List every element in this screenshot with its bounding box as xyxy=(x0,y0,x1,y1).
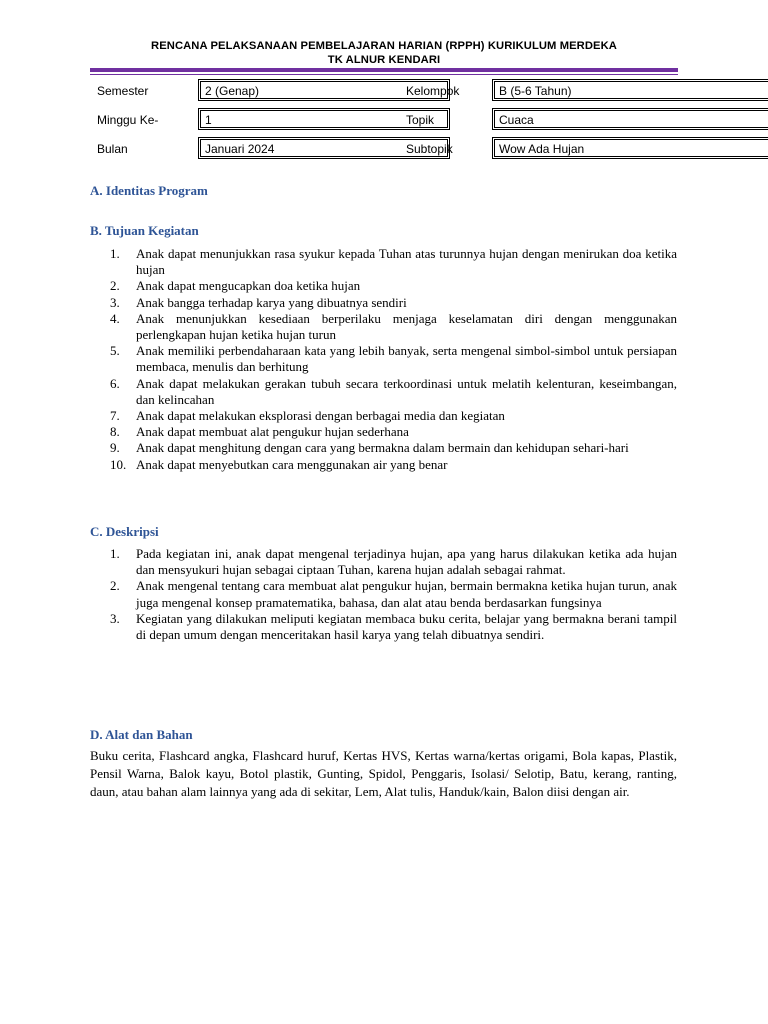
section-b-title: B. Tujuan Kegiatan xyxy=(90,223,199,238)
list-item xyxy=(110,546,677,578)
list-item-text: Anak dapat menyebutkan cara menggunakan air yang benar xyxy=(136,456,448,472)
info-value-subtopik: Wow Ada Hujan xyxy=(492,137,768,159)
list-item xyxy=(110,343,677,375)
info-label-semester: Semester xyxy=(97,84,149,98)
list-item-number: 5. xyxy=(110,343,120,359)
list-item-text: Anak dapat menunjukkan rasa syukur kepada Tuhan atas turunnya hujan dengan menirukan doa ketika hujan xyxy=(136,246,677,278)
info-value-topik: Cuaca xyxy=(492,108,768,130)
list-item xyxy=(110,457,677,473)
info-row-minggu xyxy=(90,107,694,136)
list-item-number: 4. xyxy=(110,310,120,326)
section-d-title: D. Alat dan Bahan xyxy=(90,727,193,742)
list-item-number: 10. xyxy=(110,456,127,472)
list-item-number: 9. xyxy=(110,440,120,456)
info-row-bulan xyxy=(90,136,694,165)
info-value-kelompok: B (5-6 Tahun) xyxy=(492,79,768,101)
list-item xyxy=(110,246,677,278)
document-header xyxy=(90,39,678,67)
list-item-text: Anak memiliki perbendaharaan kata yang lebih banyak, serta mengenal simbol-simbol untuk persiapan membaca, menulis dan berhitung xyxy=(136,343,677,375)
list-item-text: Anak dapat membuat alat pengukur hujan sederhana xyxy=(136,424,409,440)
info-label-subtopik: Subtopik xyxy=(406,142,453,156)
header-divider-thick xyxy=(90,68,678,72)
list-item-text: Anak mengenal tentang cara membuat alat pengukur hujan, bermain bermakna ketika hujan turun, anak juga mengenal konsep pramatematika, bahasa, dan alat atau benda berdasarkan fungsinya xyxy=(136,578,677,610)
list-item-number: 3. xyxy=(110,610,120,626)
info-value-bulan: Januari 2024 xyxy=(198,137,450,159)
alat-bahan-text: Buku cerita, Flashcard angka, Flashcard huruf, Kertas HVS, Kertas warna/kertas origami, Bola kapas, Plastik, Pensil Warna, Balok kayu, Botol plastik, Gunting, Spidol, Penggaris, Isolasi/ Selotip, Batu, kerang, ranting, daun, atau bahan alam lainnya yang ada di sekitar, Lem, Alat tulis, Handuk/kain, Balon diisi dengan air. xyxy=(90,748,677,799)
list-item xyxy=(110,311,677,343)
list-item xyxy=(110,278,677,294)
header-school-name: TK ALNUR KENDARI xyxy=(327,54,441,66)
list-item xyxy=(110,424,677,440)
list-item-text: Kegiatan yang dilakukan meliputi kegiatan membaca buku cerita, belajar yang bermakna berani tampil di depan umum dengan menceritakan hasil karya yang telah dibuatnya sendiri. xyxy=(136,610,677,643)
deskripsi-list xyxy=(110,546,677,643)
section-a-title: A. Identitas Program xyxy=(90,183,208,198)
header-title: RENCANA PELAKSANAAN PEMBELAJARAN HARIAN (RPPH) KURIKULUM MERDEKA xyxy=(151,40,617,52)
list-item-number: 1. xyxy=(110,246,120,261)
list-item-text: Anak dapat mengucapkan doa ketika hujan xyxy=(136,278,361,294)
info-label-topik: Topik xyxy=(406,113,435,127)
list-item-text: Anak dapat melakukan gerakan tubuh secara terkoordinasi untuk melatih kelenturan, keseimbangan, dan kelincahan xyxy=(136,375,677,407)
tujuan-kegiatan-list xyxy=(110,246,677,473)
info-row-semester xyxy=(90,78,694,107)
info-label-bulan: Bulan xyxy=(97,142,128,156)
list-item-number: 3. xyxy=(110,294,120,310)
header-divider-thin xyxy=(90,74,678,75)
list-item xyxy=(110,578,677,610)
list-item-number: 7. xyxy=(110,408,120,424)
info-label-minggu: Minggu Ke- xyxy=(97,113,159,127)
section-c-title: C. Deskripsi xyxy=(90,524,159,539)
list-item xyxy=(110,295,677,311)
list-item-text: Anak menunjukkan kesediaan berperilaku menjaga keselamatan diri dengan menggunakan perlengkapan hujan ketika hujan turun xyxy=(136,310,677,343)
program-info-table xyxy=(90,78,694,165)
list-item xyxy=(110,611,677,643)
list-item xyxy=(110,376,677,408)
list-item-text: Anak dapat melakukan eksplorasi dengan berbagai media dan kegiatan xyxy=(136,408,505,424)
list-item xyxy=(110,440,677,456)
list-item-number: 2. xyxy=(110,578,120,594)
list-item-text: Anak dapat menghitung dengan cara yang bermakna dalam bermain dan kehidupan sehari-hari xyxy=(136,440,629,456)
list-item-number: 6. xyxy=(110,375,120,391)
list-item-number: 2. xyxy=(110,278,120,294)
list-item-number: 1. xyxy=(110,546,120,561)
list-item-text: Anak bangga terhadap karya yang dibuatnya sendiri xyxy=(136,294,407,310)
info-label-kelompok: Kelompok xyxy=(406,84,460,98)
info-value-minggu: 1 xyxy=(198,108,450,130)
info-value-semester: 2 (Genap) xyxy=(198,79,450,101)
list-item-number: 8. xyxy=(110,424,120,440)
list-item-text: Pada kegiatan ini, anak dapat mengenal terjadinya hujan, apa yang harus dilakukan ketika ada hujan dan mensyukuri hujan sebagai ciptaan Tuhan, karena hujan adalah sebagai rahmat. xyxy=(136,546,677,578)
list-item xyxy=(110,408,677,424)
